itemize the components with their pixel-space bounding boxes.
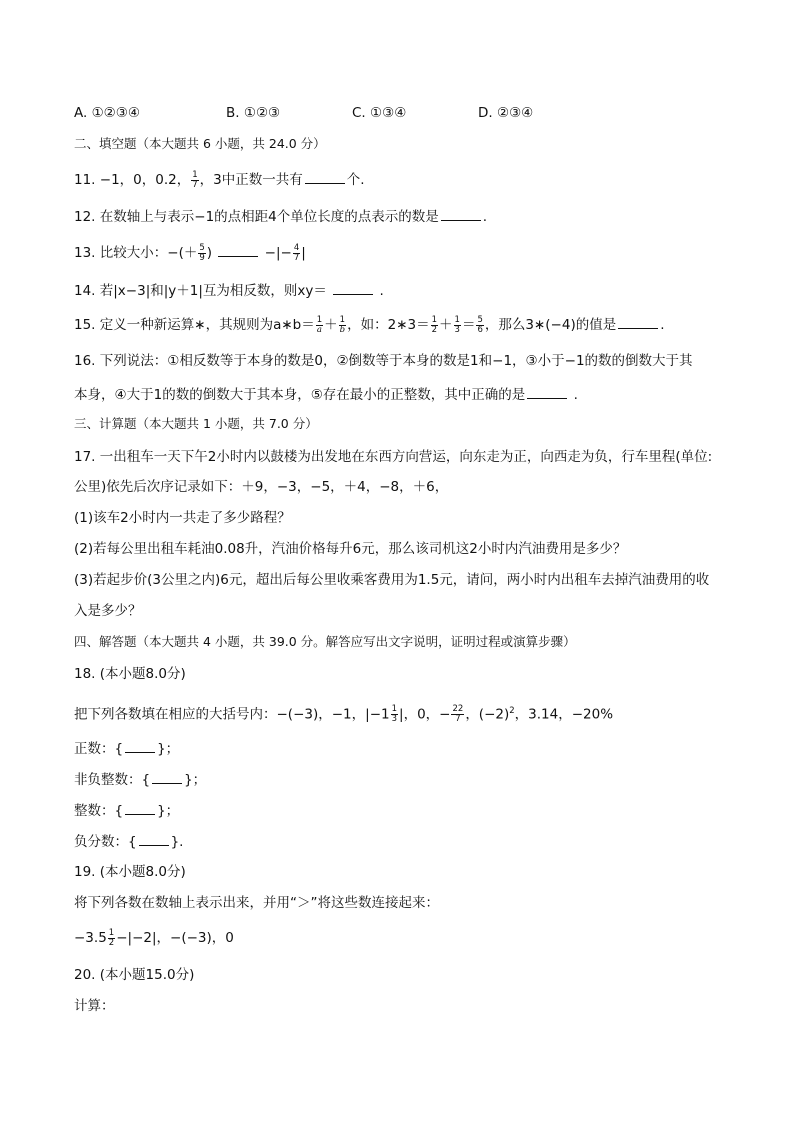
q12-text-post: .	[482, 209, 488, 225]
q15-f5-num: 5	[477, 314, 483, 325]
q18-cat2-blank[interactable]	[152, 769, 182, 784]
q15-f5-den: 6	[477, 324, 483, 335]
question-19-numbers	[74, 928, 234, 948]
section-heading-fill-blank: 二、填空题（本大题共 6 小题，共 24.0 分）	[74, 136, 326, 151]
q18-cat4-label: 负分数：{	[74, 834, 137, 850]
q14-text-post: .	[379, 283, 384, 299]
question-16-line-1: 16. 下列说法：①相反数等于本身的数是0，②倒数等于本身的数是1和−1，③小于−1的数的倒数大于其	[74, 353, 693, 369]
q11-text-mid: ，3中正数一共有	[199, 172, 303, 188]
q19-num-1: −3.5	[74, 930, 107, 946]
question-19-prompt: 将下列各数在数轴上表示出来，并用“＞”将这些数连接起来：	[74, 895, 439, 911]
q18-cat2-label: 非负整数：{	[74, 772, 151, 788]
question-16-line-2	[74, 384, 578, 405]
q18-prompt-post: ，3.14，−20%	[514, 706, 614, 723]
q18-cat1-close: }；	[157, 741, 180, 757]
q18-prompt-mid: |，0，−	[399, 706, 451, 723]
q13-text: 13. 比较大小：−(＋	[74, 245, 198, 261]
q18-fraction	[451, 705, 464, 724]
q13-text-post: |	[301, 245, 306, 261]
option-c[interactable]: C. ①③④	[352, 105, 407, 121]
q15-frac-2	[339, 316, 346, 335]
q19-num-rest: −|−2|，−(−3)，0	[116, 930, 234, 946]
q11-fraction	[191, 171, 198, 190]
q15-f3-den: 2	[431, 324, 438, 335]
question-15	[74, 314, 665, 335]
q19-mixed-num: 1	[108, 927, 115, 938]
q15-frac-4	[454, 316, 461, 335]
q16-text-post: .	[573, 387, 578, 403]
q18-cat4-blank[interactable]	[139, 831, 169, 846]
q16-text: 本身，④大于1的数的倒数大于其本身，⑤存在最小的正整数，其中正确的是	[74, 387, 526, 403]
q15-f2-den: b	[339, 324, 346, 335]
q15-text: 15. 定义一种新运算∗，其规则为a∗b＝	[74, 317, 315, 333]
q18-frac-num: 22	[452, 704, 464, 714]
q13-fraction-1	[198, 244, 205, 263]
q15-f4-den: 3	[454, 324, 460, 335]
q18-cat2-close: }；	[184, 772, 207, 788]
q15-frac-5	[476, 316, 483, 335]
question-17-line-2: 公里)依先后次序记录如下：＋9，−3，−5，＋4，−8，＋6，	[74, 479, 449, 495]
option-a[interactable]: A. ①②③④	[74, 105, 140, 121]
q18-prompt-text: 把下列各数填在相应的大括号内：−(−3)，−1，|−1	[74, 706, 390, 723]
q15-frac-3	[431, 316, 438, 335]
q18-cat3-label: 整数：{	[74, 803, 124, 819]
question-20-prompt: 计算：	[74, 998, 115, 1014]
q11-answer-blank[interactable]	[305, 169, 345, 184]
q15-f1-den: a	[316, 324, 322, 335]
q14-text: 14. 若|x−3|和|y＋1|互为相反数，则xy＝	[74, 283, 327, 299]
option-b[interactable]: B. ①②③	[226, 105, 281, 121]
q15-plus-2: ＋	[439, 317, 453, 333]
q13-frac1-num: 5	[199, 242, 205, 253]
question-17-part-2: (2)若每公里出租车耗油0.08升，汽油价格每升6元，那么该司机这2小时内汽油费用是多少？	[74, 541, 627, 557]
q18-mixed-num: 1	[391, 704, 398, 714]
q15-f3-num: 1	[431, 314, 438, 325]
q11-text: 11. −1，0，0.2，	[74, 172, 191, 188]
q15-example: ，如：2∗3＝	[347, 317, 430, 333]
q15-f2-num: 1	[339, 314, 346, 325]
question-17-part-1: (1)该车2小时内一共走了多少路程？	[74, 510, 291, 526]
q12-answer-blank[interactable]	[441, 206, 481, 221]
q18-prompt-mid2: ，(−2)	[465, 706, 510, 723]
option-d[interactable]: D. ②③④	[478, 105, 534, 121]
q18-mixed-fraction	[391, 705, 398, 724]
q15-equals: ＝	[461, 317, 476, 333]
q13-frac2-num: 4	[293, 242, 300, 253]
q15-text-post: .	[660, 317, 665, 333]
q18-cat1-label: 正数：{	[74, 741, 124, 757]
q16-answer-blank[interactable]	[527, 384, 567, 399]
question-11	[74, 169, 365, 190]
question-20-header: 20. (本小题15.0分)	[74, 967, 195, 983]
q15-f1-num: 1	[316, 314, 323, 325]
question-14	[74, 280, 384, 301]
q19-mixed-den: 2	[108, 937, 115, 948]
question-17-line-1: 17. 一出租车一天下午2小时内以鼓楼为出发地在东西方向营运，向东走为正，向西走为负，行车里程(单位:	[74, 449, 713, 465]
q13-fraction-2	[293, 244, 300, 263]
q18-frac-den: 7	[455, 714, 461, 724]
question-17-part-3-line-1: (3)若起步价(3公里之内)6元，超出后每公里收乘客费用为1.5元，请问，两小时内出租车去掉汽油费用的收	[74, 572, 710, 588]
q11-frac-num: 1	[192, 169, 198, 180]
q15-answer-blank[interactable]	[618, 314, 658, 329]
q15-f4-num: 1	[454, 314, 460, 325]
q18-exponent: 2	[509, 706, 515, 716]
q18-category-positive	[74, 738, 179, 759]
q13-text-mid2: −|−	[264, 245, 292, 261]
q18-category-nonneg-integer	[74, 769, 206, 790]
q19-mixed-fraction	[108, 929, 115, 948]
question-17-part-3-line-2: 入是多少？	[74, 603, 142, 619]
q18-category-neg-fraction	[74, 831, 183, 852]
q13-text-mid: )	[206, 245, 213, 261]
q18-cat3-blank[interactable]	[125, 800, 155, 815]
q15-frac-1	[316, 316, 323, 335]
question-19-header: 19. (本小题8.0分)	[74, 864, 186, 880]
q13-frac2-den: 7	[293, 252, 300, 263]
q18-category-integer	[74, 800, 179, 821]
q13-frac1-den: 9	[199, 252, 205, 263]
q15-text-tail: ，那么3∗(−4)的值是	[484, 317, 617, 333]
question-12	[74, 206, 487, 227]
section-heading-solutions: 四、解答题（本大题共 4 小题，共 39.0 分。解答应写出文字说明，证明过程或演算步骤）	[74, 634, 576, 649]
q18-cat3-close: }；	[157, 803, 180, 819]
q18-cat4-close: }.	[170, 834, 184, 850]
question-13	[74, 242, 306, 263]
question-18-header: 18. (本小题8.0分)	[74, 666, 186, 682]
q11-text-post: 个.	[346, 172, 365, 188]
question-18-prompt	[74, 701, 613, 725]
q18-mixed-den: 3	[391, 714, 398, 724]
q13-answer-blank[interactable]	[218, 242, 258, 257]
q12-text: 12. 在数轴上与表示−1的点相距4个单位长度的点表示的数是	[74, 209, 439, 225]
section-heading-calculation: 三、计算题（本大题共 1 小题，共 7.0 分）	[74, 416, 318, 431]
q18-cat1-blank[interactable]	[125, 738, 155, 753]
q11-frac-den: 7	[192, 179, 198, 190]
q15-plus: ＋	[324, 317, 338, 333]
q14-answer-blank[interactable]	[333, 280, 373, 295]
